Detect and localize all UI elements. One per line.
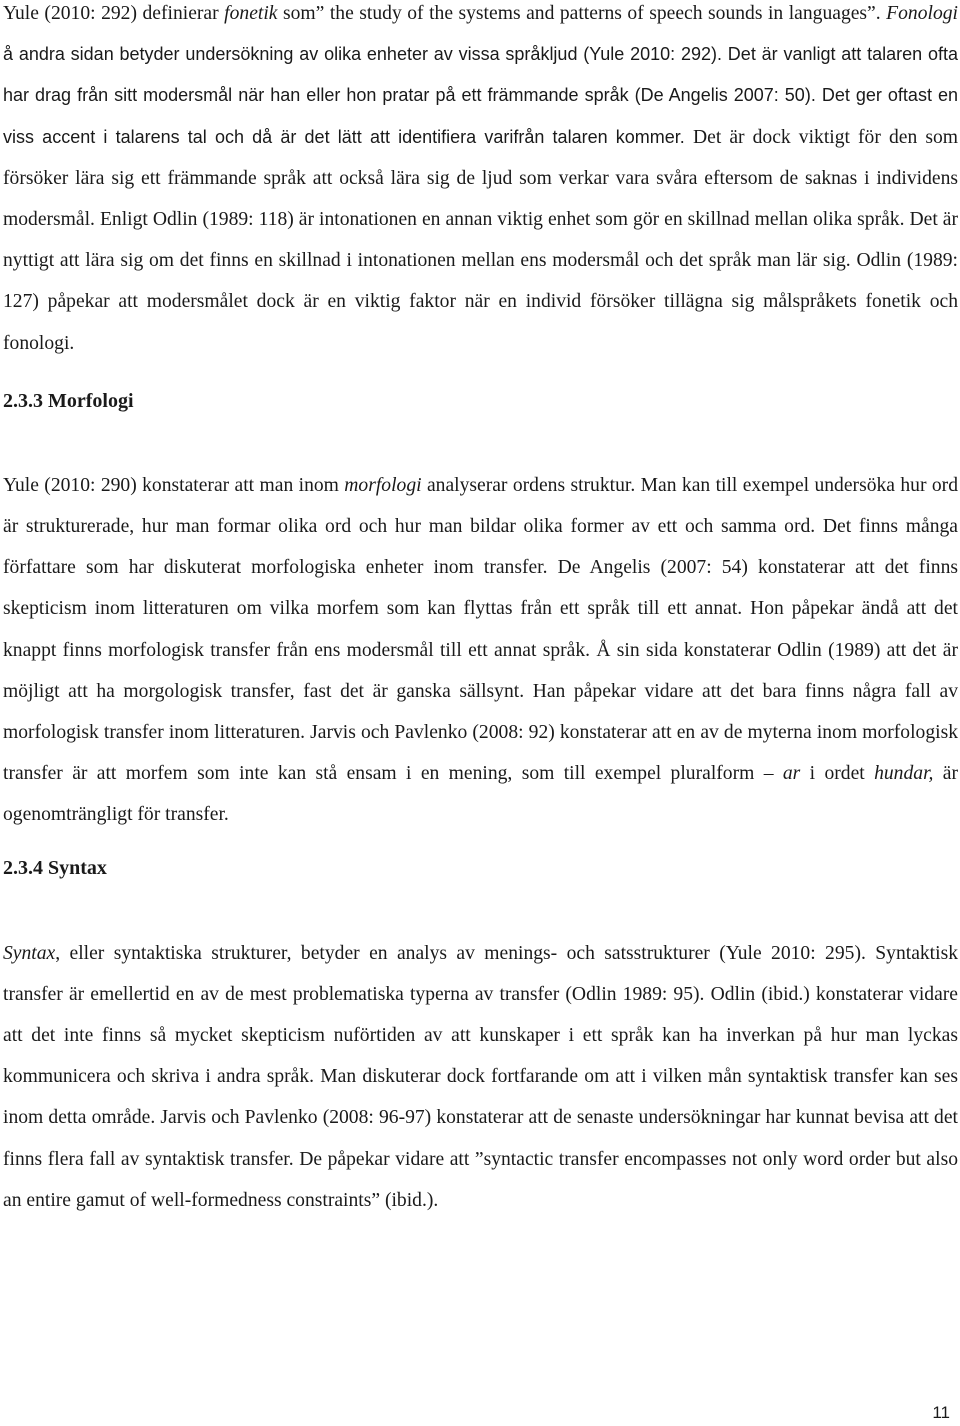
term-fonologi: Fonologi (886, 3, 958, 24)
section-heading-syntax: 2.3.4 Syntax (3, 856, 107, 879)
document-page (3, 0, 958, 1221)
paragraph-syntax (3, 933, 958, 1221)
term-morfologi: morfologi (344, 474, 422, 496)
paragraph-fonetik (3, 0, 958, 364)
term-hundar: hundar, (874, 763, 934, 785)
text-run: i ordet (800, 763, 875, 785)
text-run-sans: å andra sidan betyder undersökning av olika enheter av vissa språkljud (Yule 2010: 292). Det är vanligt att talaren ofta har drag från sitt modersmål när han eller hon pratar på ett främmande språk (De Angelis 2007: 50). Det ger oftast en viss accent i talarens tal och då är det lätt att identifiera varifrån talaren kommer. (3, 44, 958, 147)
term-ar: ar (782, 763, 801, 785)
page-number: 11 (932, 1403, 950, 1422)
term-fonetik: fonetik (224, 3, 278, 24)
text-run: , eller syntaktiska strukturer, betyder en analys av menings- och satsstrukturer (Yule 2010: 295). Syntaktisk transfer är emellertid en av de mest problematiska typerna av transfer (Odlin 1989: 95). Odlin (ibid.) konstaterar vidare att det inte finns så mycket skepticism nuförtiden av att kunskaper i ett språk kan ha inverkan på hur man lyckas kommunicera och skriva i andra språk. Man diskuterar dock fortfarande om att i vilken mån syntaktisk transfer kan ses inom detta område. Jarvis och Pavlenko (2008: 96-97) konstaterar att de senaste undersökningar har kunnat bevisa att det finns flera fall av syntaktisk transfer. De påpekar vidare att ”syntactic transfer encompasses not only word order but also an entire gamut of well-formedness constraints” (ibid.). (3, 942, 958, 1211)
text-run: som” the study of the systems and patterns of speech sounds in languages”. (277, 3, 887, 24)
section-heading-morfologi: 2.3.3 Morfologi (3, 389, 134, 412)
text-run: analyserar ordens struktur. Man kan till exempel undersöka hur ord är strukturerade, hur man formar olika ord och hur man bildar olika former av ett och samma ord. Det finns många författare som har diskuterat morfologiska enheter inom transfer. De Angelis (2007: 54) konstaterar att det finns skepticism inom litteraturen om vilka morfem som kan flyttas från ett språk till ett annat. Hon påpekar ändå att det knappt finns morfologisk transfer från ens modersmål till ett annat språk. Å sin sida konstaterar Odlin (1989) att det är möjligt att ha morgologisk transfer, fast det är ganska sällsynt. Han påpekar vidare att det bara finns några fall av morfologisk transfer inom litteraturen. Jarvis och Pavlenko (2008: 92) konstaterar att en av de myterna inom morfologisk transfer är att morfem som inte kan stå ensam i en mening, som till exempel pluralform – (3, 474, 958, 785)
text-run: Yule (2010: 290) konstaterar att man inom (3, 474, 345, 496)
text-run: är ogenomträngligt för transfer. (3, 763, 958, 826)
paragraph-morfologi (3, 465, 958, 836)
text-run: Yule (2010: 292) definierar (3, 3, 225, 24)
term-syntax: Syntax (3, 942, 56, 964)
text-run: Det är dock viktigt för den som försöker lära sig ett främmande språk att också lära sig de ljud som verkar vara svåra eftersom de saknas i individens modersmål. Enligt Odlin (1989: 118) är intonationen en annan viktig enhet som gör en skillnad mellan olika språk. Det är nyttigt att lära sig om det finns en skillnad i intonationen mellan ens modersmål och det språk man lär sig. Odlin (1989: 127) påpekar att modersmålet dock är en viktig faktor när en individ försöker tillägna sig målspråkets fonetik och fonologi. (3, 126, 958, 354)
